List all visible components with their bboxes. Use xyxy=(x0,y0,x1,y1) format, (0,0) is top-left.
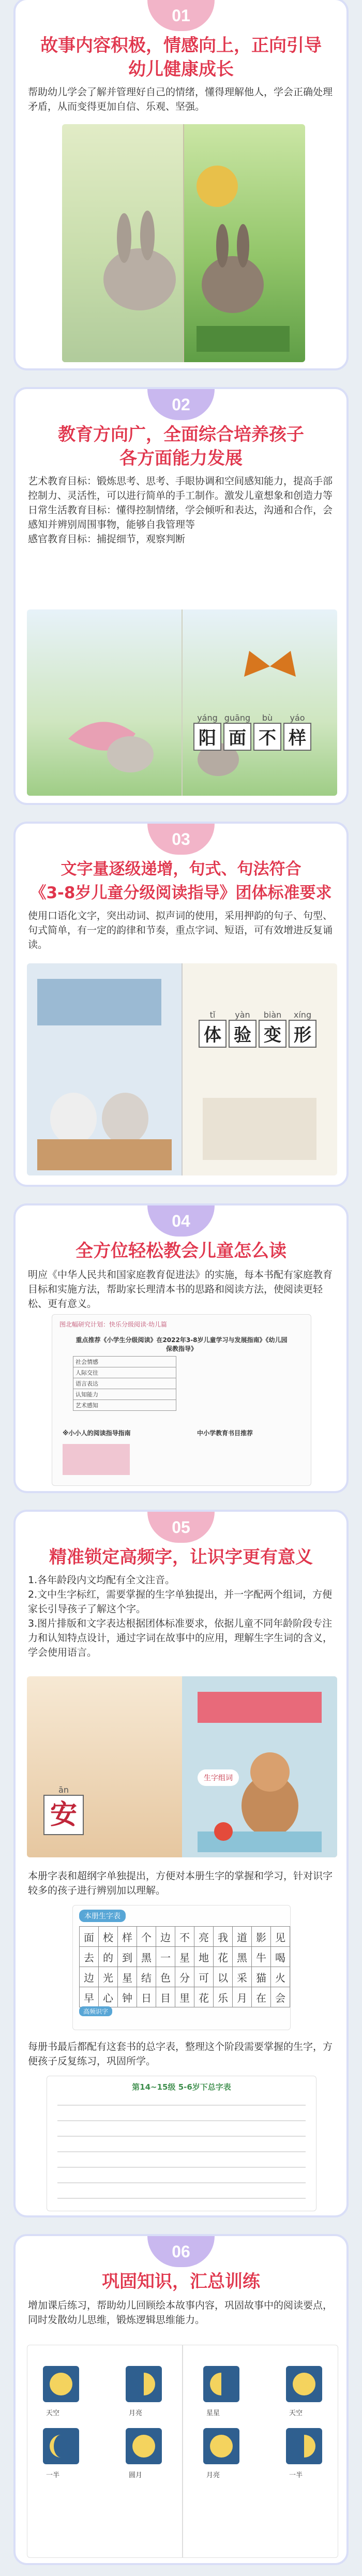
big-char-card xyxy=(42,1785,85,1835)
pinyin-row xyxy=(192,713,312,723)
grid-char: 心 xyxy=(99,1987,118,2007)
grid-char: 日 xyxy=(137,1987,156,2007)
section-number: 05 xyxy=(147,1512,215,1543)
grid-char: 钟 xyxy=(118,1987,137,2007)
grid-char: 一 xyxy=(156,1947,175,1967)
pinyin: xíng xyxy=(293,1010,312,1020)
section-03 xyxy=(13,822,349,1187)
pinyin-row xyxy=(198,1010,318,1020)
grid-char: 里 xyxy=(175,1987,194,2007)
goal-art: 艺术教育目标：锻炼思考、思考、手眼协调和空间感知能力，提高手部控制力、灵活性，可以进行简单的手工制作。激发儿童想象和创造力等 xyxy=(28,475,333,501)
grid-char: 星 xyxy=(118,1967,137,1987)
doc-figure xyxy=(63,1444,130,1475)
grid-char: 见 xyxy=(271,1927,290,1947)
total-char-table-image xyxy=(47,2076,316,2211)
hanzi-char: 变 xyxy=(259,1020,286,1048)
butterfly-illustration xyxy=(27,609,337,796)
grid-char: 不 xyxy=(175,1927,194,1947)
goal-life: 日常生活教育目标：懂得控制情绪，学会倾听和表达，沟通和合作，会感知并辨别周围事物，能够自我管理等 xyxy=(28,504,333,530)
grid-char: 去 xyxy=(80,1947,99,1967)
grid-char: 乐 xyxy=(214,1987,233,2007)
grid-char: 花 xyxy=(214,1947,233,1967)
section-body-2: 本册字表和超纲字单独提出，方便对本册生字的掌握和学习，针对识字较多的孩子进行辨别加以理解。 xyxy=(28,1870,333,1896)
doc-row: 认知能力 xyxy=(73,1389,176,1400)
doc-title: 图北幅研究计划：快乐分级阅读·幼儿篇 xyxy=(59,1321,167,1328)
grid-char: 牛 xyxy=(252,1947,271,1967)
doc-row: 语言表达 xyxy=(73,1378,176,1389)
section-02 xyxy=(13,387,349,805)
grid-char: 到 xyxy=(118,1947,137,1967)
section-body: 使用口语化文字，突出动词、拟声词的使用，采用押韵的句子、句型、句式简单，有一定的韵律和节奏，重点字词、短语，可有效增进反复诵读。 xyxy=(28,910,333,950)
grid-char: 早 xyxy=(80,1987,99,2007)
section-06 xyxy=(13,2234,349,2565)
classroom-illustration xyxy=(27,963,337,1175)
doc-row: 社会情感 xyxy=(73,1356,176,1367)
hanzi-char: 阳 xyxy=(193,723,221,751)
rabbits-illustration xyxy=(62,124,305,362)
moon-label: 一半 xyxy=(289,2471,303,2479)
total-char-lines xyxy=(47,2095,316,2209)
pinyin: yáo xyxy=(290,713,305,723)
grid-char: 会 xyxy=(271,1987,290,2007)
pinyin: biàn xyxy=(263,1010,282,1020)
illustration-butterfly-rabbit xyxy=(27,609,337,796)
section-number: 06 xyxy=(147,2236,215,2267)
grid-char: 黑 xyxy=(233,1947,252,1967)
moon-label: 天空 xyxy=(289,2409,303,2417)
pinyin: ān xyxy=(58,1785,69,1795)
hanzi-char: 体 xyxy=(199,1020,227,1048)
illustration-market xyxy=(27,1676,337,1857)
section-number: 02 xyxy=(147,389,215,420)
grid-char: 在 xyxy=(252,1987,271,2007)
moon-label: 月亮 xyxy=(206,2471,220,2479)
grid-char: 色 xyxy=(156,1967,175,1987)
doc-heading: 重点推荐《小学生分级阅读》在2022年3-8岁儿童学习与发展指南》《幼儿园保教指导》 xyxy=(76,1336,288,1352)
pinyin: bù xyxy=(262,713,273,723)
grid-char: 个 xyxy=(137,1927,156,1947)
moon-phase-exercise xyxy=(27,2345,338,2557)
hanzi-char: 样 xyxy=(283,723,311,751)
big-char: 安 xyxy=(43,1795,84,1835)
exercise-page-image xyxy=(27,2345,338,2558)
section-number: 01 xyxy=(147,0,215,31)
grid-char: 边 xyxy=(80,1967,99,1987)
pinyin: yàn xyxy=(235,1010,250,1020)
section-body: 增加课后练习，帮助幼儿回顾绘本故事内容，巩固故事中的阅读要点，同时发散幼儿思维，锻炼逻辑思维能力。 xyxy=(28,2300,333,2326)
grid-char: 道 xyxy=(233,1927,252,1947)
illustration-classroom xyxy=(27,963,337,1175)
point-3: 3.图片排版和文字表达根据团体标准要求，依据儿童不同年龄阶段专注力和认知特点设计，通过字词在故事中的应用，理解生字生词的含义，学会使用语言。 xyxy=(28,1618,333,1658)
grid-char: 光 xyxy=(99,1967,118,1987)
word-note: 生字组词 xyxy=(198,1769,239,1786)
doc-subheading: ※小小人的阅读指导指南 xyxy=(63,1430,131,1437)
pinyin: yáng xyxy=(197,713,218,723)
section-title-line2: 幼儿健康成长 xyxy=(128,59,234,80)
section-01 xyxy=(13,0,349,370)
grid-char: 以 xyxy=(214,1967,233,1987)
pinyin: tǐ xyxy=(209,1010,216,1020)
grid-char: 边 xyxy=(156,1927,175,1947)
section-body: 帮助幼儿学会了解并管理好自己的情绪，懂得理解他人，学会正确处理矛盾，从而变得更加自信、乐观、坚强。 xyxy=(28,86,333,112)
hanzi-char: 不 xyxy=(253,723,281,751)
grid-char: 目 xyxy=(156,1987,175,2007)
doc-subheading-2: 中小学教育书目推荐 xyxy=(197,1430,253,1437)
pinyin: guāng xyxy=(224,713,251,723)
section-body xyxy=(28,1573,334,1660)
moon-label: 星星 xyxy=(206,2409,220,2417)
table-title: 第14~15级 5-6岁下总字表 xyxy=(132,2082,231,2092)
hanzi-row xyxy=(192,723,312,751)
grid-char: 校 xyxy=(99,1927,118,1947)
grid-char: 亮 xyxy=(194,1927,214,1947)
char-grid xyxy=(79,1926,290,2007)
grid-char: 星 xyxy=(175,1947,194,1967)
grid-char: 地 xyxy=(194,1947,214,1967)
section-title-line1: 文字量逐级递增，句式、句法符合 xyxy=(61,860,301,878)
section-04 xyxy=(13,1203,349,1493)
grid-char: 花 xyxy=(194,1987,214,2007)
hanzi-char: 验 xyxy=(229,1020,257,1048)
grid-char: 采 xyxy=(233,1967,252,1987)
grid-char: 面 xyxy=(80,1927,99,1947)
hanzi-char: 形 xyxy=(289,1020,316,1048)
grid-char: 黑 xyxy=(137,1947,156,1967)
doc-table xyxy=(73,1356,176,1411)
hanzi-char: 面 xyxy=(223,723,251,751)
point-1: 1.各年龄段内文均配有全文注音。 xyxy=(28,1574,175,1586)
hanzi-row xyxy=(198,1020,318,1048)
grid-label: 本册生字表 xyxy=(79,1910,126,1922)
section-title: 全方位轻松教会儿童怎么读 xyxy=(76,1241,286,1261)
grid-char: 火 xyxy=(271,1967,290,1987)
section-title: 精准锁定高频字，让识字更有意义 xyxy=(49,1547,313,1568)
section-body-3: 每册书最后都配有这套书的总字表，整理这个阶段需要掌握的生字，方便孩子反复练习，巩固所学。 xyxy=(28,2041,333,2067)
moon-label: 天空 xyxy=(46,2409,60,2417)
illustration-rabbits-book xyxy=(62,124,305,362)
grid-char: 的 xyxy=(99,1947,118,1967)
guide-document-image xyxy=(52,1314,311,1486)
section-05 xyxy=(13,1510,349,2217)
moon-label: 圆月 xyxy=(129,2471,143,2479)
section-title-line1: 教育方向广，全面综合培养孩子 xyxy=(58,424,304,445)
grid-char: 结 xyxy=(137,1967,156,1987)
grid-char: 喝 xyxy=(271,1947,290,1967)
section-number: 04 xyxy=(147,1205,215,1237)
section-body xyxy=(28,474,334,546)
section-title-line2: 《3-8岁儿童分级阅读指导》团体标准要求 xyxy=(30,884,332,902)
section-title-line1: 故事内容积极，情感向上，正向引导 xyxy=(40,35,322,56)
section-title-line2: 各方面能力发展 xyxy=(119,448,243,469)
grid-char: 影 xyxy=(252,1927,271,1947)
section-number: 03 xyxy=(147,824,215,855)
section-title: 巩固知识，汇总训练 xyxy=(102,2271,260,2292)
grid-char: 样 xyxy=(118,1927,137,1947)
doc-row: 人际交往 xyxy=(73,1367,176,1378)
moon-label: 一半 xyxy=(46,2471,60,2479)
hanzi-card xyxy=(192,713,312,751)
grid-char: 猫 xyxy=(252,1967,271,1987)
doc-row: 艺术感知 xyxy=(73,1400,176,1411)
point-2: 2.文中生字标红，需要掌握的生字单独提出，并一字配两个组词，方便家长引导孩子了解这个字。 xyxy=(28,1589,333,1615)
moon-label: 月亮 xyxy=(129,2409,143,2417)
grid-char: 我 xyxy=(214,1927,233,1947)
char-table-image xyxy=(72,1905,291,2030)
hf-label: 高频识字 xyxy=(79,2006,112,2016)
hanzi-card xyxy=(198,1010,318,1048)
grid-char: 分 xyxy=(175,1967,194,1987)
goal-senses: 感官教育目标：捕捉细节，观察判断 xyxy=(28,533,186,545)
grid-char: 月 xyxy=(233,1987,252,2007)
grid-char: 可 xyxy=(194,1967,214,1987)
section-body: 明应《中华人民共和国家庭教育促进法》的实施，每本书配有家庭教育目标和实施方法，帮助家长理清本书的思路和阅读方法，使阅读更轻松、更有意义。 xyxy=(28,1269,333,1309)
